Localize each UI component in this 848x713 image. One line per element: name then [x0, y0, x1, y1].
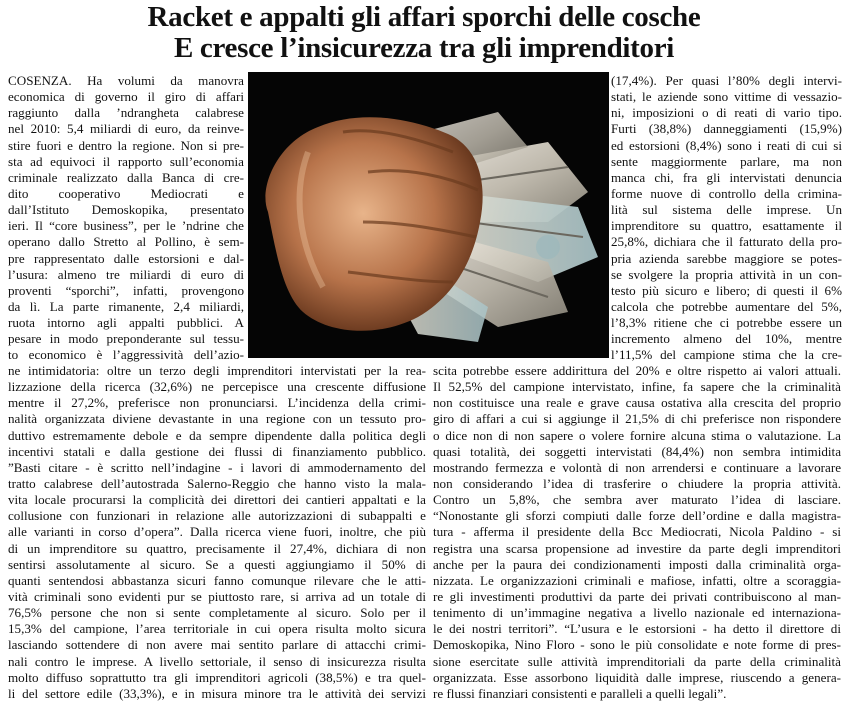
text-line-east: registra una scarsa propensione ad investire da parte degli imprenditori	[433, 540, 841, 556]
text-line-west: nali contro le imprese. A livello settoriale, il senso di insicurezza risulta	[8, 653, 426, 669]
text-line: COSENZA. Ha volumi da manovra	[8, 73, 244, 88]
text-line-west: duttivo estremamente debole e da sempre dipendente dalla politica degli	[8, 427, 426, 443]
text-line: l’usura: almeno tre miliardi di euro di	[8, 266, 244, 282]
text-line-pair	[8, 605, 841, 621]
text-line-east: re gli investimenti produttivi da parte dei privati contribuiscono al man-	[433, 588, 841, 604]
text-line: pre rappresentato dalle estorsioni e dal-	[8, 250, 244, 266]
text-line: da lì. La parte rimanente, 2,4 miliardi,	[8, 298, 244, 314]
text-line: ni, imposizioni o di reati di vario tipo.	[611, 105, 842, 121]
text-line: to economico è l’aggressività dell’azio-	[8, 347, 244, 363]
text-line-west: 15,3% del campione, l’area territoriale in cui opera risulta molto sicura	[8, 621, 426, 637]
text-line: economica di governo il giro di affari	[8, 89, 244, 105]
text-line-pair	[8, 428, 841, 444]
text-line-east: Il 52,5% del campione intervistato, infine, fa sapere che la criminalità	[433, 379, 841, 395]
text-line-pair	[8, 637, 841, 653]
text-line-pair	[8, 541, 841, 557]
text-line-pair	[8, 670, 841, 686]
text-line-east: organizzata. Esse assorbono liquidità dalle imprese, riuscendo a genera-	[433, 669, 841, 685]
text-line-east: scita potrebbe essere addirittura del 20% e oltre rispetto ai valori attuali.	[433, 363, 841, 378]
text-line-pair	[8, 379, 841, 395]
headline-line-2: E cresce l’insicurezza tra gli imprenditori	[173, 32, 675, 64]
text-line-west: incentivi statali e dalla gestione dei flussi di finanziamento pubblico.	[8, 443, 426, 459]
text-line: lità sul sistema delle imprese. Un	[611, 202, 842, 218]
text-line-west: nalità organizzata diviene devastante in una regione con un tessuto pro-	[8, 411, 426, 427]
text-line: pria azienda sarebbe maggiore se potes-	[611, 250, 842, 266]
text-line-west: lasciando sottendere di non avere mai sentito parlare di attacchi crimi-	[8, 637, 426, 653]
text-line-west: tratto calabrese dell’autostrada Salerno-Reggio che hanno visto la mala-	[8, 475, 426, 491]
text-line: ieri. Il “core business”, per le ’ndrine che	[8, 218, 244, 234]
text-line-west: ne intimidatoria: oltre un terzo degli imprenditori intervistati per la rea-	[8, 363, 426, 378]
text-line: l’8,3% ritiene che ci potrebbe essere un	[611, 315, 842, 331]
text-line-west: vità criminali sono evidenti pur se piuttosto rare, si arriva ad un totale di	[8, 588, 426, 604]
text-line: criminale realizzato dalla Banca di cre-	[8, 169, 244, 185]
text-line: se svolgere la propria attività in un con-	[611, 266, 842, 282]
text-line-pair	[8, 557, 841, 573]
text-line-west: ”Basti citare - è scritto nell’indagine - i lavori di ammodernamento del	[8, 459, 426, 475]
text-line-east: sione esercitate sulle attività imprenditoriali da parte della criminalità	[433, 653, 841, 669]
text-line: 25,8%, dichiara che il fatturato della pro-	[611, 234, 842, 250]
text-line-pair	[8, 686, 841, 702]
text-line: pesare in modo preponderante sul tessu-	[8, 331, 244, 347]
text-line-east: le dei nostri territori”. “L’usura e le estorsioni - ha detto il direttore di	[433, 621, 841, 637]
text-line-east: tura - afferma il presidente della Bcc Mediocrati, Nicola Paldino - si	[433, 524, 841, 540]
text-line-pair	[8, 589, 841, 605]
text-line-west: sentirsi assolutamente al sicuro. Se a questi aggiungiamo il 50% di	[8, 556, 426, 572]
text-line-east: nizzata. Le organizzazioni criminali e mafiose, infatti, oltre a scoraggia-	[433, 572, 841, 588]
text-line: incremento almeno del 10%, mentre	[611, 331, 842, 347]
text-line-west: alle varianti in corso d’opera”. Dalla ricerca viene fuori, inoltre, che più	[8, 524, 426, 540]
text-line-east: non costituisce una reale e grave causa ostativa alla crescita del proprio	[433, 395, 841, 411]
text-line: sente maggiormente parlare, ma non	[611, 153, 842, 169]
text-line: Furti (38,8%) danneggiamenti (15,9%)	[611, 121, 842, 137]
text-line: imprenditore su quattro, esattamente il	[611, 218, 842, 234]
text-line-pair	[8, 460, 841, 476]
text-line-pair	[8, 621, 841, 637]
text-line-west: molto diffuso soprattutto tra gli imprenditori agricoli (38,5%) e tra quel-	[8, 669, 426, 685]
text-line-pair	[8, 411, 841, 427]
text-line: ruota intorno agli appalti pubblici. A	[8, 315, 244, 331]
fist-with-banknotes-image	[248, 72, 609, 358]
text-line-pair	[8, 508, 841, 524]
text-line-east: re flussi finanziari consistenti e paralleli a quelli legali”.	[433, 685, 727, 701]
text-line-pair	[8, 476, 841, 492]
text-line-west: di un imprenditore su quattro, precisamente il 27,4%, dichiara di non	[8, 540, 426, 556]
text-line-east: tenimento di un’immagine negativa a livello nazionale ed internaziona-	[433, 605, 841, 621]
text-line: manca chi, fra gli intervistati denuncia	[611, 169, 842, 185]
text-line-pair	[8, 492, 841, 508]
text-line: calcola che potrebbe aumentare del 5%,	[611, 298, 842, 314]
article-column-left	[8, 73, 244, 364]
text-line-west: quanti sentendosi abbastanza sicuri fanno comunque rilevare che le atti-	[8, 572, 426, 588]
text-line: proventi “sporchi”, infatti, provengono	[8, 282, 244, 298]
text-line: operano dallo Stretto al Pollino, è sem-	[8, 234, 244, 250]
text-line-pair	[8, 395, 841, 411]
text-line-east: anche per la paura dei condizionamenti imposti dalla criminalità orga-	[433, 556, 841, 572]
text-line: dall’Istituto Demoskopika, presentato	[8, 202, 244, 218]
text-line: l’11,5% del campione stima che la cre-	[611, 347, 842, 363]
text-line-east: Demoskopika, Nino Floro - sono le più consolidate e note forme di pres-	[433, 637, 841, 653]
headline-line-1: Racket e appalti gli affari sporchi delle cosche	[147, 1, 701, 33]
text-line-east: o dice non di non sapere o volere fornire alcuna stima o valutazione. La	[433, 427, 841, 443]
text-line-west: collusione con funzionari in relazione alle autorizzazioni di subappalti e	[8, 508, 426, 524]
text-line-pair	[8, 444, 841, 460]
text-line: dito cooperativo Mediocrati e	[8, 185, 244, 201]
text-line-east: “Nonostante gli sforzi compiuti dalle forze dell’ordine e dalla magistra-	[433, 508, 841, 524]
text-line: stati, le aziende sono vittime di vessazio-	[611, 89, 842, 105]
article-photo	[248, 72, 609, 358]
text-line: nel 2010: 5,4 miliardi di euro, da reinve-	[8, 121, 244, 137]
text-line: testo più sicuro e libero; di questi il 6%	[611, 282, 842, 298]
text-line-east: non considerando l’idea di trasferire o chiudere la propria attività.	[433, 475, 841, 491]
article-column-right	[611, 73, 842, 364]
text-line: (17,4%). Per quasi l’80% degli intervi-	[611, 73, 842, 88]
text-line-west: mentre il 27,2%, preferisce non pronunciarsi. L’incidenza della crimi-	[8, 395, 426, 411]
text-line-pair	[8, 363, 841, 379]
text-line-pair	[8, 524, 841, 540]
text-line: stire fuori e dentro la regione. Non si pre-	[8, 137, 244, 153]
text-line-east: quasi totalità, dei soggetti intervistati (84,4%) non sembra intimidita	[433, 443, 841, 459]
text-line-west: lizzazione della ricerca (32,6%) ne percepisce una crescente diffusione	[8, 379, 426, 395]
text-line: sta ad equivoci il rapporto sull’economia	[8, 153, 244, 169]
text-line: ed estorsioni (8,4%) sono i reati di cui si	[611, 137, 842, 153]
text-line-west: 76,5% persone che non si sente completamente al sicuro. Solo per il	[8, 605, 426, 621]
text-line-east: giro di affari a cui si aggiunge il 21,5% di chi preferisce non rispondere	[433, 411, 841, 427]
article-column-bottom	[8, 363, 841, 702]
text-line-west: vita locale procurarsi la complicità dei direttori dei cantieri appaltati e la	[8, 492, 426, 508]
text-line: raggiunto dalla ’ndrangheta calabrese	[8, 105, 244, 121]
text-line-pair	[8, 573, 841, 589]
text-line-east: Contro un 5,8%, che sembra aver maturato l’idea di lasciare.	[433, 492, 841, 508]
text-line-west: li del settore edile (33,3%), e in misura minore tra le attività dei servizi	[8, 685, 426, 701]
text-line-pair	[8, 654, 841, 670]
text-line: forme nuove di controllo della crimina-	[611, 185, 842, 201]
text-line-east: mostrando fermezza e volontà di non arrendersi e continuare a lavorare	[433, 459, 841, 475]
